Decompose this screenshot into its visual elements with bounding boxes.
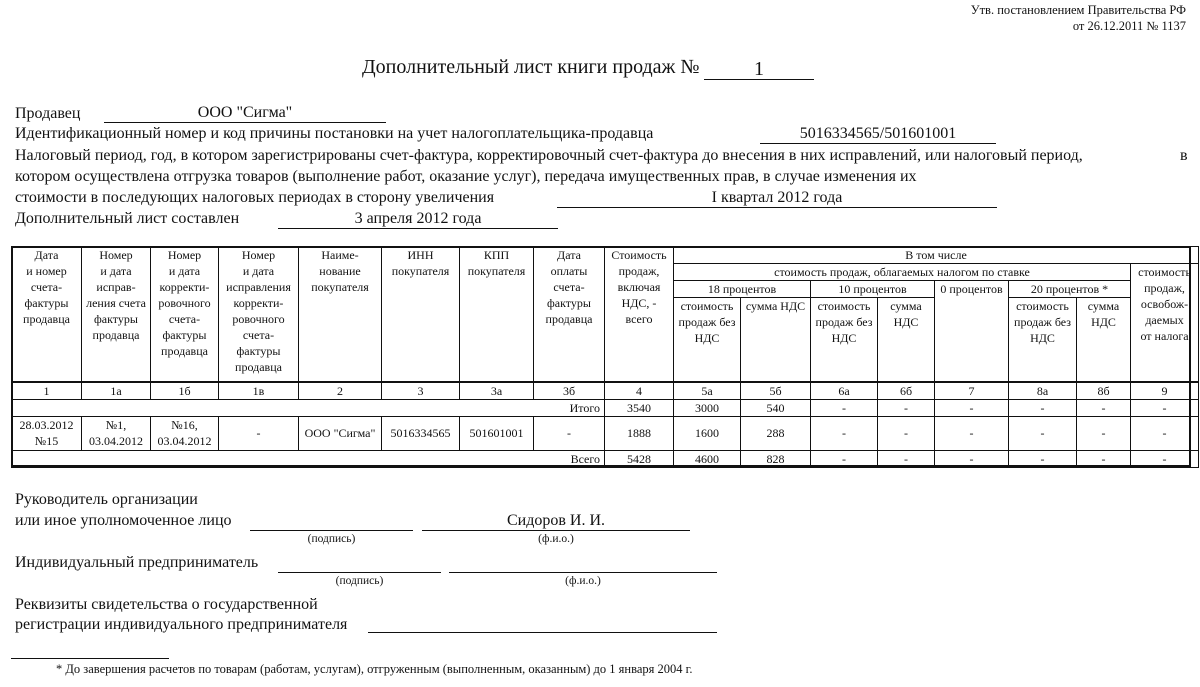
table-cell: - — [534, 416, 605, 450]
header-rate-18: 18 процентов — [674, 281, 811, 298]
footnote-divider — [11, 658, 169, 659]
compiled-value: 3 апреля 2012 года — [278, 210, 558, 229]
header-correction: Номер и дата исправ- ления счета фактуры продавца — [82, 247, 151, 382]
itogo-cell: - — [1131, 399, 1199, 416]
approval-note — [971, 2, 1186, 34]
column-number: 1 — [12, 382, 82, 400]
entrepreneur-label: Индивидуальный предприниматель — [15, 554, 259, 571]
period-line-2: котором осуществлена отгрузка товаров (выполнение работ, оказание услуг), передача имущественных прав, в случае изменения их — [15, 168, 917, 185]
vsego-cell: - — [878, 450, 935, 467]
column-number: 3б — [534, 382, 605, 400]
footnote: * До завершения расчетов по товарам (работам, услугам), отгруженным (выполненным, оказанным) до 1 января 2004 г. — [56, 662, 693, 676]
column-numbers-row — [12, 382, 1199, 400]
table-row — [12, 416, 1199, 450]
header-18-vat: сумма НДС — [741, 298, 811, 382]
entrepreneur-sign-caption: (подпись) — [335, 575, 384, 587]
head-label-1: Руководитель организации — [15, 491, 198, 508]
header-total-with-vat: Стоимость продаж, включая НДС, - всего — [605, 247, 674, 382]
header-rate-20: 20 процентов * — [1009, 281, 1131, 298]
vsego-cell: - — [1077, 450, 1131, 467]
head-signature-line[interactable] — [250, 512, 413, 531]
period-value: I квартал 2012 года — [557, 189, 997, 208]
table-cell: 1888 — [605, 416, 674, 450]
vsego-cell: 4600 — [674, 450, 741, 467]
header-buyer-name: Наиме- нование покупателя — [299, 247, 382, 382]
column-number: 6а — [811, 382, 878, 400]
column-number: 5б — [741, 382, 811, 400]
header-row-1 — [12, 247, 1199, 264]
header-adjustment-correction: Номер и дата исправления корректи- ровочного счета- фактуры продавца — [219, 247, 299, 382]
table-cell: 1600 — [674, 416, 741, 450]
header-20-vat: сумма НДС — [1077, 298, 1131, 382]
itogo-cell: 3000 — [674, 399, 741, 416]
column-number: 6б — [878, 382, 935, 400]
header-10-vat: сумма НДС — [878, 298, 935, 382]
header-18-base: стоимость продаж без НДС — [674, 298, 741, 382]
itogo-cell: - — [935, 399, 1009, 416]
vsego-cell: 5428 — [605, 450, 674, 467]
vsego-cell: - — [1131, 450, 1199, 467]
header-adjustment: Номер и дата корректи- ровочного счета- фактуры продавца — [151, 247, 219, 382]
approval-line-2: от 26.12.2011 № 1137 — [1072, 19, 1186, 33]
table-cell: №1, 03.04.2012 — [82, 416, 151, 450]
table-cell: - — [1131, 416, 1199, 450]
table-cell: №16, 03.04.2012 — [151, 416, 219, 450]
sales-table — [11, 246, 1199, 468]
table-cell: 288 — [741, 416, 811, 450]
itogo-cell: - — [811, 399, 878, 416]
header-in-total: В том числе — [674, 247, 1199, 264]
registration-line[interactable] — [368, 614, 717, 633]
period-line-1-end: в — [1180, 147, 1188, 164]
approval-line-1: Утв. постановлением Правительства РФ — [970, 3, 1186, 17]
vsego-cell: 828 — [741, 450, 811, 467]
itogo-cell: - — [1009, 399, 1077, 416]
header-rate-0: 0 процентов — [935, 281, 1009, 382]
column-number: 9 — [1131, 382, 1199, 400]
header-payment-date: Дата оплаты счета- фактуры продавца — [534, 247, 605, 382]
entrepreneur-signature-line[interactable] — [278, 554, 441, 573]
seller-label: Продавец — [15, 105, 81, 122]
column-number: 4 — [605, 382, 674, 400]
head-sign-caption: (подпись) — [307, 533, 356, 545]
table-cell: - — [878, 416, 935, 450]
header-buyer-inn: ИНН покупателя — [382, 247, 460, 382]
itogo-cell: 3540 — [605, 399, 674, 416]
column-number: 5а — [674, 382, 741, 400]
entrepreneur-name-line[interactable] — [449, 554, 717, 573]
itogo-cell: - — [1077, 399, 1131, 416]
column-number: 8б — [1077, 382, 1131, 400]
vsego-cell: - — [935, 450, 1009, 467]
seller-value: ООО "Сигма" — [104, 104, 386, 123]
table-cell: - — [935, 416, 1009, 450]
table-cell: 5016334565 — [382, 416, 460, 450]
inn-kpp-label: Идентификационный номер и код причины постановки на учет налогоплательщика-продавца — [15, 125, 654, 142]
vsego-label: Всего — [12, 450, 605, 467]
header-taxed: стоимость продаж, облагаемых налогом по ставке — [674, 264, 1131, 281]
vsego-cell: - — [1009, 450, 1077, 467]
table-cell: ООО "Сигма" — [299, 416, 382, 450]
itogo-cell: - — [878, 399, 935, 416]
table-cell: 501601001 — [460, 416, 534, 450]
itogo-row — [12, 399, 1199, 416]
header-10-base: стоимость продаж без НДС — [811, 298, 878, 382]
column-number: 1а — [82, 382, 151, 400]
column-number: 3 — [382, 382, 460, 400]
itogo-cell: 540 — [741, 399, 811, 416]
header-buyer-kpp: КПП покупателя — [460, 247, 534, 382]
head-label-2: или иное уполномоченное лицо — [15, 512, 232, 529]
column-number: 7 — [935, 382, 1009, 400]
sheet-number: 1 — [704, 59, 814, 80]
table-cell: - — [1077, 416, 1131, 450]
column-number: 3а — [460, 382, 534, 400]
compiled-label: Дополнительный лист составлен — [15, 210, 240, 227]
itogo-label: Итого — [12, 399, 605, 416]
title-label: Дополнительный лист книги продаж № — [362, 56, 700, 78]
header-invoice: Дата и номер счета- фактуры продавца — [12, 247, 82, 382]
table-cell: - — [811, 416, 878, 450]
period-line-3: стоимости в последующих налоговых периодах в сторону увеличения — [15, 189, 495, 206]
column-number: 1в — [219, 382, 299, 400]
column-number: 1б — [151, 382, 219, 400]
head-name: Сидоров И. И. — [422, 512, 690, 531]
vsego-row — [12, 450, 1199, 467]
inn-kpp-value: 5016334565/501601001 — [760, 125, 996, 144]
column-number: 8а — [1009, 382, 1077, 400]
header-exempt: стоимость продаж, освобож- даемых от налога — [1131, 264, 1199, 382]
registration-label-1: Реквизиты свидетельства о государственной — [15, 596, 318, 613]
column-number: 2 — [299, 382, 382, 400]
table-cell: - — [219, 416, 299, 450]
head-fio-caption: (ф.и.о.) — [538, 533, 574, 545]
registration-label-2: регистрации индивидуального предпринимателя — [15, 616, 348, 633]
header-20-base: стоимость продаж без НДС — [1009, 298, 1077, 382]
header-rate-10: 10 процентов — [811, 281, 935, 298]
table-cell: 28.03.2012 №15 — [12, 416, 82, 450]
entrepreneur-fio-caption: (ф.и.о.) — [565, 575, 601, 587]
period-line-1: Налоговый период, год, в котором зарегистрированы счет-фактура, корректировочный счет-фактура до внесения в них исправлений, или налоговый период, — [15, 147, 1083, 164]
table-cell: - — [1009, 416, 1077, 450]
vsego-cell: - — [811, 450, 878, 467]
